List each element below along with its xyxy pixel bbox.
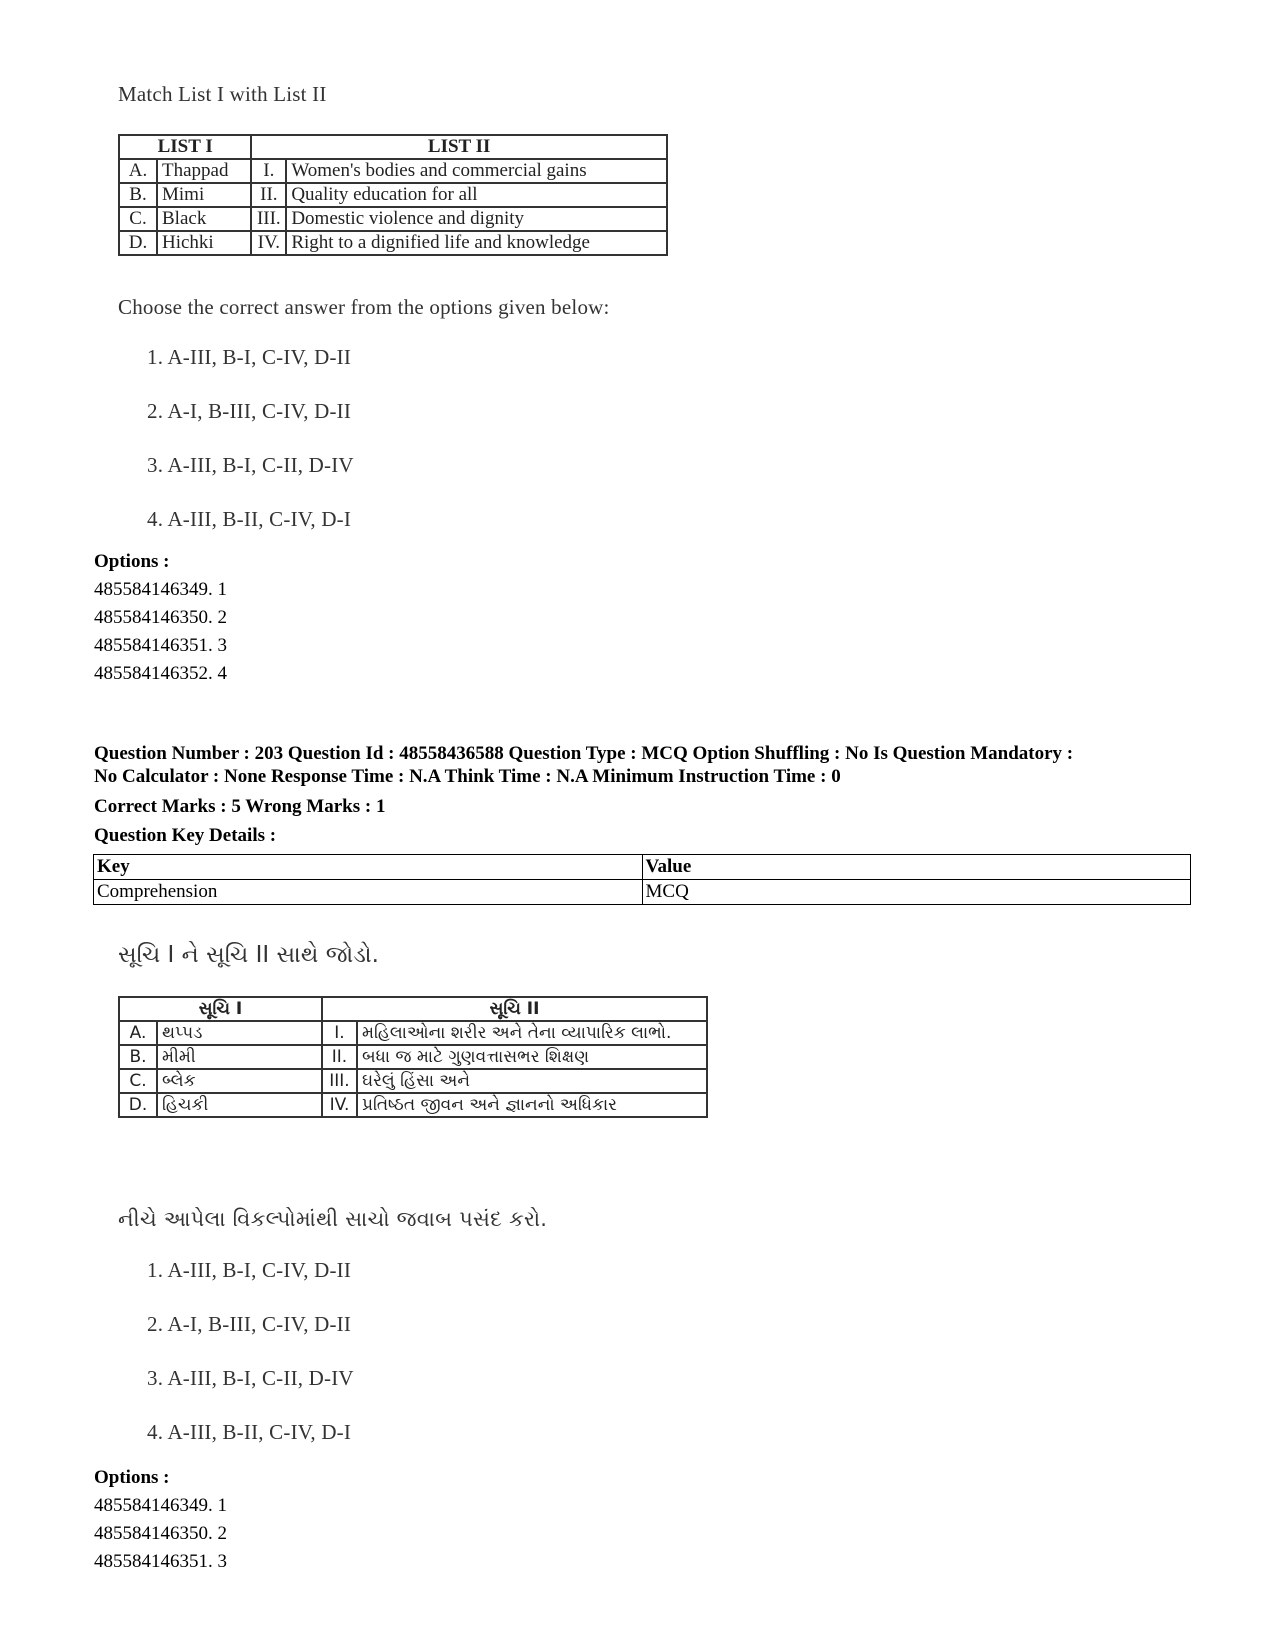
list-header-1: સૂચિ I: [119, 997, 322, 1021]
key-details-header: [94, 855, 1191, 880]
match-row: [119, 1021, 707, 1045]
options-block: [94, 548, 227, 688]
value-header: Value: [642, 855, 1191, 880]
key-details-row: [94, 880, 1191, 905]
row-letter: A.: [119, 159, 157, 183]
key-details-table: [93, 854, 1191, 905]
option-id: 485584146349. 1: [94, 579, 227, 600]
match-row: [119, 1045, 707, 1069]
choose-instruction: Choose the correct answer from the options given below:: [118, 295, 610, 319]
question-meta: [94, 742, 1194, 788]
match-table: [118, 134, 668, 256]
answer-option: 4. A-III, B-II, C-IV, D-I: [147, 507, 352, 531]
answer-option: 1. A-III, B-I, C-IV, D-II: [147, 345, 352, 369]
row-desc: પ્રતિષ્ઠત જીવન અને જ્ઞાનનો અધિકાર: [357, 1093, 707, 1117]
row-letter: B.: [119, 1045, 157, 1069]
gujarati-choose-instruction: નીચે આપેલા વિકલ્પોમાંથી સાચો જવાબ પસંદ કરો.: [118, 1207, 548, 1231]
answer-list: [147, 345, 354, 561]
answer-option: 4. A-III, B-II, C-IV, D-I: [147, 1420, 352, 1444]
match-row: [119, 207, 667, 231]
option-id: 485584146349. 1: [94, 1495, 227, 1516]
row-item: બ્લેક: [157, 1069, 322, 1093]
gujarati-match-table: [118, 996, 708, 1118]
row-item: Mimi: [157, 183, 251, 207]
row-roman: III.: [322, 1069, 357, 1093]
answer-option: 1. A-III, B-I, C-IV, D-II: [147, 1258, 352, 1282]
value-cell: MCQ: [642, 880, 1191, 905]
option-id: 485584146351. 3: [94, 1551, 227, 1572]
row-item: Hichki: [157, 231, 251, 255]
row-roman: I.: [322, 1021, 357, 1045]
row-letter: B.: [119, 183, 157, 207]
answer-option: 2. A-I, B-III, C-IV, D-II: [147, 1312, 352, 1336]
row-desc: Domestic violence and dignity: [286, 207, 667, 231]
match-row: [119, 1093, 707, 1117]
row-roman: II.: [251, 183, 286, 207]
options-label: Options :: [94, 1467, 170, 1488]
list-header-2: LIST II: [251, 135, 667, 159]
match-row: [119, 159, 667, 183]
row-roman: II.: [322, 1045, 357, 1069]
question-meta-line: No Calculator : None Response Time : N.A Think Time : N.A Minimum Instruction Time : 0: [94, 766, 841, 787]
answer-list: [147, 1258, 354, 1474]
row-desc: Right to a dignified life and knowledge: [286, 231, 667, 255]
row-item: હિચકી: [157, 1093, 322, 1117]
row-item: Black: [157, 207, 251, 231]
list-header-2: સૂચિ II: [322, 997, 707, 1021]
row-desc: મહિલાઓના શરીર અને તેના વ્યાપારિક લાભો.: [357, 1021, 707, 1045]
row-desc: Women's bodies and commercial gains: [286, 159, 667, 183]
row-roman: IV.: [322, 1093, 357, 1117]
row-letter: D.: [119, 231, 157, 255]
row-letter: A.: [119, 1021, 157, 1045]
row-letter: C.: [119, 1069, 157, 1093]
option-id: 485584146350. 2: [94, 607, 227, 628]
row-item: થપ્પડ: [157, 1021, 322, 1045]
option-id: 485584146350. 2: [94, 1523, 227, 1544]
row-roman: IV.: [251, 231, 286, 255]
row-letter: D.: [119, 1093, 157, 1117]
match-row: [119, 231, 667, 255]
options-block: [94, 1464, 227, 1576]
match-instruction: Match List I with List II: [118, 82, 327, 106]
option-id: 485584146351. 3: [94, 635, 227, 656]
row-desc: બધા જ માટે ગુણવત્તાસભર શિક્ષણ: [357, 1045, 707, 1069]
answer-option: 3. A-III, B-I, C-II, D-IV: [147, 453, 354, 477]
answer-option: 3. A-III, B-I, C-II, D-IV: [147, 1366, 354, 1390]
question-meta-line: Question Number : 203 Question Id : 48558436588 Question Type : MCQ Option Shuffling : No Is Question Mandatory :: [94, 743, 1074, 764]
key-details-label: Question Key Details :: [94, 825, 277, 846]
match-row: [119, 1069, 707, 1093]
row-letter: C.: [119, 207, 157, 231]
option-id: 485584146352. 4: [94, 663, 227, 684]
row-roman: III.: [251, 207, 286, 231]
key-cell: Comprehension: [94, 880, 643, 905]
list-header-1: LIST I: [119, 135, 251, 159]
row-desc: ઘરેલું હિંસા અને: [357, 1069, 707, 1093]
marks-line: Correct Marks : 5 Wrong Marks : 1: [94, 796, 386, 817]
match-row: [119, 183, 667, 207]
row-item: Thappad: [157, 159, 251, 183]
row-desc: Quality education for all: [286, 183, 667, 207]
gujarati-match-instruction: સૂચિ I ને સૂચિ II સાથે જોડો.: [118, 942, 379, 968]
options-label: Options :: [94, 551, 170, 572]
row-item: મીમી: [157, 1045, 322, 1069]
row-roman: I.: [251, 159, 286, 183]
key-header: Key: [94, 855, 643, 880]
answer-option: 2. A-I, B-III, C-IV, D-II: [147, 399, 352, 423]
